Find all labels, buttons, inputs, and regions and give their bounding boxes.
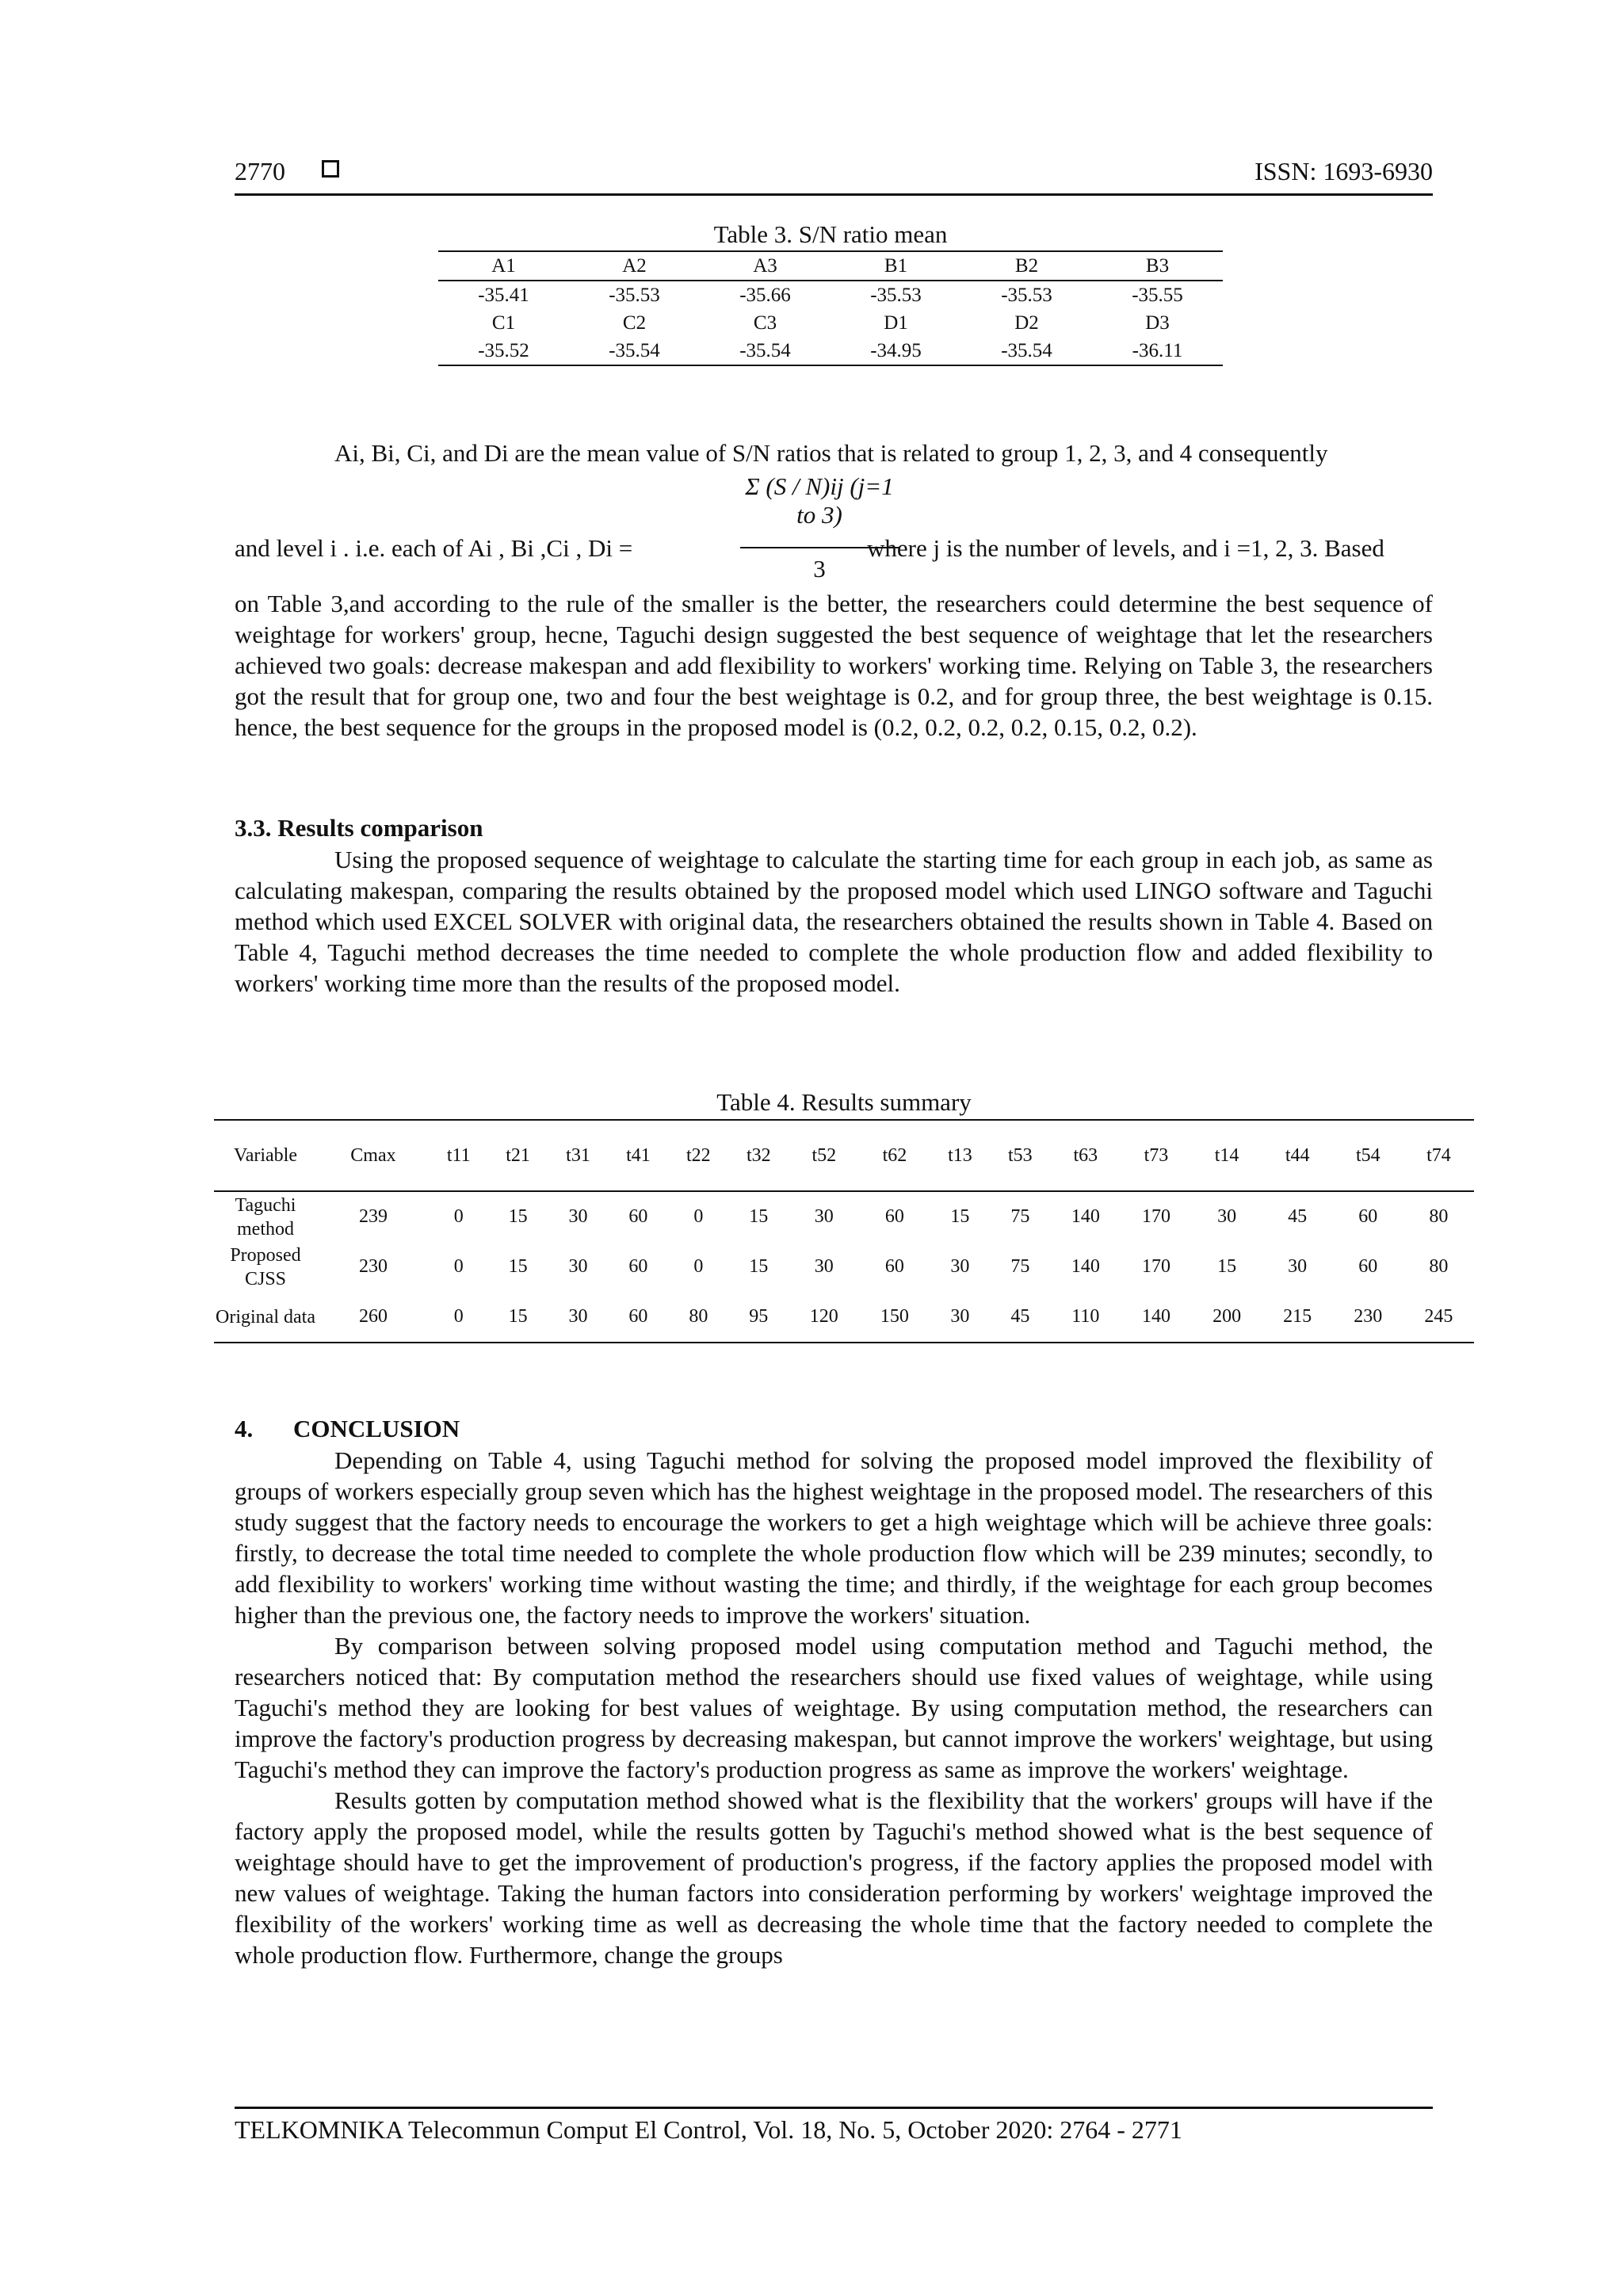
equation-denominator: 3 — [813, 555, 826, 583]
equation — [235, 472, 1433, 591]
table-row — [438, 281, 1223, 309]
table-cell: 60 — [608, 1292, 668, 1343]
table-cell: C1 — [491, 311, 516, 334]
table-cell: 60 — [884, 1206, 904, 1227]
table-cell: 200 — [1192, 1292, 1262, 1343]
table-cell: -35.54 — [700, 337, 831, 365]
table-header-cell: t73 — [1121, 1120, 1191, 1191]
table3 — [438, 250, 1223, 366]
table-cell: -35.53 — [1001, 284, 1052, 306]
table-cell: 15 — [1217, 1256, 1237, 1277]
square-bullet-icon — [322, 160, 339, 178]
table-header-cell: t14 — [1192, 1120, 1262, 1191]
table-cell: 75 — [1010, 1256, 1030, 1277]
table-cell: -35.52 — [438, 337, 569, 365]
paragraph: Depending on Table 4, using Taguchi method for solving the proposed model improved the flexibility of groups of workers especially group seven which has the highest weightage in the proposed model. The researchers of this study suggest that the factory needs to encourage the workers to get a high weightage which will be achieve three goals: firstly, to decrease the total time needed to complete the whole production flow which will be 239 minutes; secondly, to add flexibility to workers' working time without wasting the time; and thirdly, if the weightage for each group becomes higher than the previous one, the factory needs to improve the workers' situation. — [235, 1446, 1433, 1629]
page-footer: TELKOMNIKA Telecommun Comput El Control, Vol. 18, No. 5, October 2020: 2764 - 2771 — [235, 2107, 1433, 2145]
table-header-cell: t54 — [1333, 1120, 1403, 1191]
table-cell: 60 — [628, 1206, 648, 1227]
table-cell: 30 — [568, 1256, 588, 1277]
table-cell: 60 — [628, 1256, 648, 1277]
table-header-cell: t53 — [990, 1120, 1050, 1191]
table4 — [214, 1119, 1474, 1343]
table-cell: 45 — [1288, 1206, 1308, 1227]
table-cell: 30 — [950, 1256, 970, 1277]
table-cell: 140 — [1071, 1206, 1100, 1227]
table-cell: D3 — [1145, 311, 1170, 334]
section-title: CONCLUSION — [293, 1415, 460, 1442]
table-cell: 230 — [358, 1256, 388, 1277]
table-cell: 15 — [508, 1256, 528, 1277]
table-cell: 30 — [548, 1292, 609, 1343]
table-cell: 75 — [1010, 1206, 1030, 1227]
page-number: 2770 — [235, 157, 285, 185]
table-cell: 15 — [950, 1206, 970, 1227]
table-cell: 260 — [317, 1292, 430, 1343]
page-header — [235, 155, 1433, 196]
paragraph: Ai, Bi, Ci, and Di are the mean value of S/N ratios that is related to group 1, 2, 3, and 4 consequently — [334, 439, 1328, 467]
table-cell: -35.54 — [961, 337, 1092, 365]
table-cell: 0 — [453, 1206, 464, 1227]
table-cell: 170 — [1141, 1206, 1170, 1227]
table4-caption: Table 4. Results summary — [716, 1088, 972, 1116]
equation-lead-text: and level i . i.e. each of Ai , Bi ,Ci , Di = — [235, 534, 633, 562]
table-cell: 95 — [728, 1292, 789, 1343]
table-header-cell: t32 — [728, 1120, 789, 1191]
table-cell: 30 — [814, 1256, 834, 1277]
paragraph: on Table 3,and according to the rule of the smaller is the better, the researchers could determine the best sequence of weightage for workers' group, hecne, Taguchi design suggested the best sequence of weightage that let the researchers achieved two goals: decrease makespan and add flexibility to workers' working time. Relying on Table 3, the researchers got the result that for group one, two and four the best weightage is 0.2, and for group three, the best weightage is 0.15. hence, the best sequence for the groups in the proposed model is (0.2, 0.2, 0.2, 0.2, 0.15, 0.2, 0.2). — [235, 590, 1433, 741]
table-header-cell: t52 — [789, 1120, 859, 1191]
paragraph: By comparison between solving proposed model using computation method and Taguchi method, the researchers noticed that: By computation method the researchers should use fixed values of weightage, while using Taguchi's method they are looking for best values of weightage. By using computation method, the researchers can improve the factory's production progress by decreasing makespan, but cannot improve the workers' weightage, but using Taguchi's method they can improve the factory's production progress as same as improve the workers' weightage. — [235, 1632, 1433, 1783]
table-cell: Proposed CJSS — [230, 1244, 301, 1289]
table-cell: 45 — [990, 1292, 1050, 1343]
table-cell: 30 — [814, 1206, 834, 1227]
table-header-cell: t44 — [1262, 1120, 1333, 1191]
table-header-cell: t74 — [1403, 1120, 1474, 1191]
table3-caption: Table 3. S/N ratio mean — [713, 220, 948, 248]
table-cell: -35.41 — [478, 284, 529, 306]
table-cell: 15 — [749, 1256, 769, 1277]
table-cell: 140 — [1121, 1292, 1191, 1343]
table-cell: A2 — [569, 251, 700, 281]
table-cell: 30 — [568, 1206, 588, 1227]
table-cell: 150 — [859, 1292, 930, 1343]
table-cell: -35.66 — [739, 284, 791, 306]
table-header-row — [214, 1120, 1474, 1191]
table-cell: 140 — [1071, 1256, 1100, 1277]
table-cell: 239 — [358, 1206, 388, 1227]
table-cell: 80 — [1429, 1256, 1449, 1277]
table-cell: 80 — [1429, 1206, 1449, 1227]
table-cell: B2 — [961, 251, 1092, 281]
table-cell: 15 — [488, 1292, 548, 1343]
table-header-cell: t31 — [548, 1120, 609, 1191]
table-cell: 0 — [430, 1292, 488, 1343]
table-header-cell: t63 — [1050, 1120, 1121, 1191]
table-row — [438, 309, 1223, 337]
table-cell: 120 — [789, 1292, 859, 1343]
paragraph: Using the proposed sequence of weightage to calculate the starting time for each group in each job, as same as calculating makespan, comparing the results obtained by the proposed model which used LINGO software and Taguchi method which used EXCEL SOLVER with original data, the researchers obtained the results shown in Table 4. Based on Table 4, Taguchi method decreases the time needed to complete the whole production flow and added flexibility to workers' working time more than the results of the proposed model. — [235, 846, 1433, 997]
table-cell: A3 — [700, 251, 831, 281]
table-row — [214, 1292, 1474, 1343]
table-header-cell: t41 — [608, 1120, 668, 1191]
table-cell: -36.11 — [1092, 337, 1223, 365]
equation-numerator: Σ (S / N)ij (j=1 to 3) — [745, 472, 894, 529]
table-cell: 60 — [884, 1256, 904, 1277]
table-cell: C2 — [622, 311, 647, 334]
table-row — [214, 1191, 1474, 1242]
table-row — [438, 251, 1223, 281]
section-body — [235, 1445, 1433, 1970]
table-cell: 15 — [508, 1206, 528, 1227]
table-cell: 60 — [1358, 1256, 1378, 1277]
table-cell: B3 — [1092, 251, 1223, 281]
table-header-cell: t11 — [430, 1120, 488, 1191]
table-cell: D1 — [884, 311, 908, 334]
table-cell: 170 — [1141, 1256, 1170, 1277]
equation-tail-text: where j is the number of levels, and i =1, 2, 3. Based — [867, 534, 1384, 562]
table-row — [438, 337, 1223, 365]
table-cell: 15 — [749, 1206, 769, 1227]
section-heading: 3.3. Results comparison — [235, 814, 483, 842]
table-cell: -35.53 — [870, 284, 922, 306]
table-cell: 0 — [693, 1256, 704, 1277]
issn: ISSN: 1693-6930 — [1254, 157, 1433, 185]
table-cell: -35.53 — [609, 284, 660, 306]
table-cell: -35.54 — [569, 337, 700, 365]
table-cell: 0 — [693, 1206, 704, 1227]
table-row — [214, 1242, 1474, 1292]
table-cell: C3 — [753, 311, 777, 334]
table-cell: B1 — [831, 251, 961, 281]
table-cell: Taguchi method — [235, 1194, 296, 1240]
table-cell: 230 — [1333, 1292, 1403, 1343]
table-cell: 0 — [453, 1256, 464, 1277]
table-cell: -34.95 — [831, 337, 961, 365]
table-cell: 30 — [1288, 1256, 1308, 1277]
table-cell: 60 — [1358, 1206, 1378, 1227]
table-cell: 30 — [1217, 1206, 1237, 1227]
table-cell: -35.55 — [1132, 284, 1183, 306]
table-cell: Original data — [214, 1292, 317, 1343]
table-cell: D2 — [1014, 311, 1039, 334]
table-header-cell: t62 — [859, 1120, 930, 1191]
section-heading — [235, 1415, 460, 1443]
table-header-cell: Cmax — [317, 1120, 430, 1191]
table-header-cell: t21 — [488, 1120, 548, 1191]
section-number: 4. — [235, 1415, 254, 1442]
table-cell: A1 — [438, 251, 569, 281]
paragraph: Results gotten by computation method showed what is the flexibility that the workers' groups will have if the factory apply the proposed model, while the results gotten by Taguchi's method showed what is the best sequence of weightage should have to get the improvement of production's progress, if the factory applies the proposed model with new values of weightage. Taking the human factors into consideration performing by workers' weightage improved the flexibility of the workers' working time as well as decreasing the whole time that the factory needed to complete the whole production flow. Furthermore, change the groups — [235, 1786, 1433, 1969]
table-cell: 80 — [668, 1292, 728, 1343]
table-header-cell: t22 — [668, 1120, 728, 1191]
table-header-cell: Variable — [214, 1120, 317, 1191]
table-cell: 30 — [930, 1292, 990, 1343]
table-cell: 110 — [1050, 1292, 1121, 1343]
table-cell: 245 — [1403, 1292, 1474, 1343]
table-header-cell: t13 — [930, 1120, 990, 1191]
table-cell: 215 — [1262, 1292, 1333, 1343]
